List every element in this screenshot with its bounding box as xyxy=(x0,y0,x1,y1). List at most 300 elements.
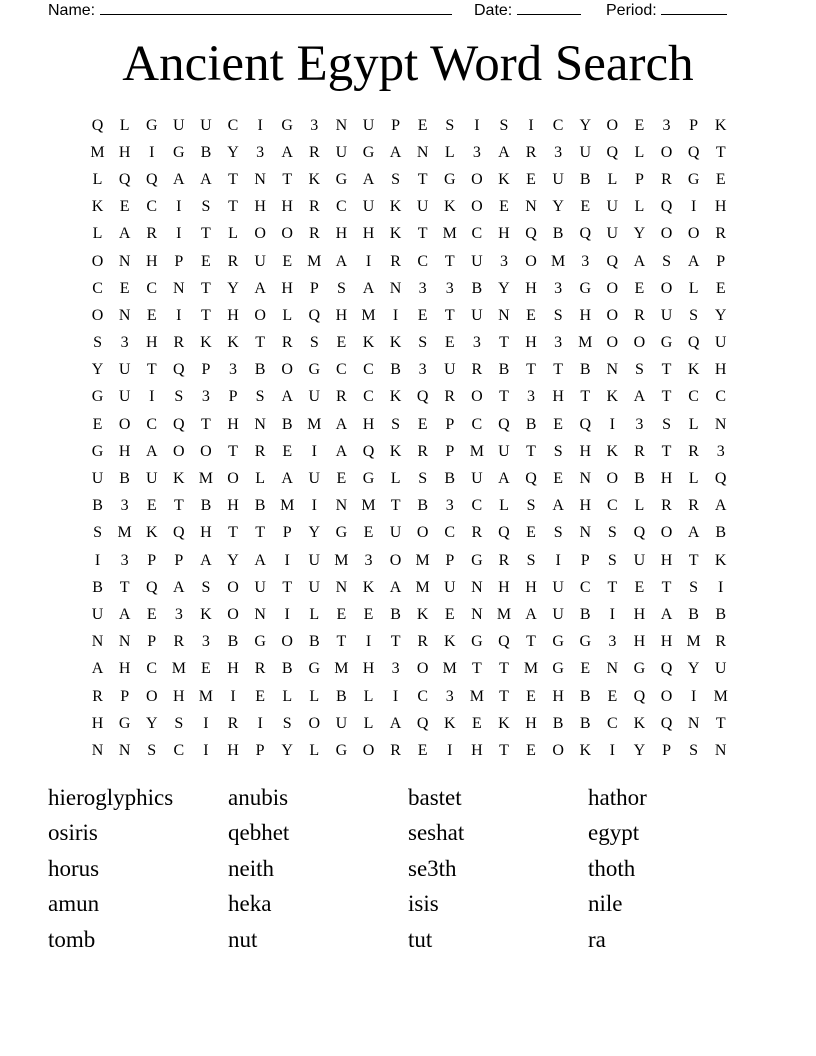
grid-letter[interactable]: H xyxy=(579,497,592,515)
grid-letter[interactable]: G xyxy=(335,524,348,542)
grid-letter[interactable]: N xyxy=(335,497,348,515)
grid-letter[interactable]: I xyxy=(284,605,290,623)
grid-letter[interactable]: T xyxy=(661,578,672,596)
grid-letter[interactable]: T xyxy=(499,660,509,678)
grid-letter[interactable]: 3 xyxy=(472,334,481,352)
grid-letter[interactable]: U xyxy=(91,470,104,488)
grid-letter[interactable]: A xyxy=(389,714,402,732)
grid-letter[interactable]: B xyxy=(92,497,103,515)
grid-letter[interactable]: B xyxy=(715,605,727,623)
grid-letter[interactable]: S xyxy=(553,306,563,324)
grid-letter[interactable]: G xyxy=(362,470,375,488)
grid-letter[interactable]: B xyxy=(579,605,591,623)
grid-letter[interactable]: T xyxy=(201,225,211,243)
grid-letter[interactable]: Q xyxy=(606,252,619,270)
grid-letter[interactable]: O xyxy=(281,361,293,379)
grid-letter[interactable]: I xyxy=(284,551,290,569)
grid-letter[interactable]: 3 xyxy=(527,388,536,406)
grid-letter[interactable]: A xyxy=(335,415,348,433)
grid-letter[interactable]: P xyxy=(689,116,699,134)
grid-letter[interactable]: K xyxy=(173,470,185,488)
grid-letter[interactable]: T xyxy=(228,442,238,460)
grid-letter[interactable]: I xyxy=(609,605,615,623)
grid-letter[interactable]: R xyxy=(173,633,185,651)
grid-letter[interactable]: Y xyxy=(91,361,104,379)
grid-letter[interactable]: E xyxy=(146,306,157,324)
grid-letter[interactable]: N xyxy=(118,633,131,651)
grid-letter[interactable]: E xyxy=(607,687,618,705)
grid-letter[interactable]: N xyxy=(579,524,592,542)
grid-letter[interactable]: E xyxy=(526,306,536,324)
grid-letter[interactable]: M xyxy=(713,687,728,705)
grid-letter[interactable]: 3 xyxy=(256,143,265,161)
grid-letter[interactable]: K xyxy=(389,442,402,460)
grid-letter[interactable]: O xyxy=(606,334,619,352)
grid-letter[interactable]: E xyxy=(553,415,564,433)
grid-letter[interactable]: T xyxy=(607,578,618,596)
grid-letter[interactable]: P xyxy=(120,687,130,705)
grid-letter[interactable]: L xyxy=(607,170,618,188)
grid-letter[interactable]: M xyxy=(171,660,186,678)
grid-letter[interactable]: E xyxy=(119,198,130,216)
grid-letter[interactable]: O xyxy=(227,605,239,623)
grid-letter[interactable]: B xyxy=(308,633,320,651)
grid-letter[interactable]: O xyxy=(362,741,375,759)
grid-letter[interactable]: M xyxy=(334,660,349,678)
grid-letter[interactable]: I xyxy=(690,198,697,216)
grid-letter[interactable]: 3 xyxy=(608,633,617,651)
grid-letter[interactable]: K xyxy=(416,605,429,623)
grid-letter[interactable]: M xyxy=(686,633,701,651)
grid-letter[interactable]: T xyxy=(228,524,238,542)
grid-letter[interactable]: P xyxy=(634,170,644,188)
grid-letter[interactable]: S xyxy=(391,170,401,188)
grid-letter[interactable]: A xyxy=(714,497,727,515)
grid-letter[interactable]: O xyxy=(660,279,673,297)
grid-letter[interactable]: S xyxy=(309,334,319,352)
grid-letter[interactable]: I xyxy=(149,388,155,406)
grid-letter[interactable]: G xyxy=(308,660,321,678)
grid-letter[interactable]: H xyxy=(579,442,592,460)
grid-letter[interactable]: R xyxy=(308,225,320,243)
grid-letter[interactable]: K xyxy=(145,524,158,542)
grid-letter[interactable]: B xyxy=(498,361,510,379)
grid-letter[interactable]: H xyxy=(579,306,592,324)
grid-letter[interactable]: I xyxy=(176,225,182,243)
grid-letter[interactable]: H xyxy=(145,334,158,352)
grid-letter[interactable]: U xyxy=(308,578,321,596)
grid-letter[interactable]: E xyxy=(201,660,211,678)
grid-letter[interactable]: R xyxy=(417,442,428,460)
grid-letter[interactable]: A xyxy=(362,170,375,188)
grid-letter[interactable]: L xyxy=(688,415,699,433)
grid-letter[interactable]: T xyxy=(471,660,482,678)
grid-letter[interactable]: 3 xyxy=(418,361,427,379)
grid-letter[interactable]: S xyxy=(445,116,455,134)
grid-letter[interactable]: 3 xyxy=(635,415,644,433)
grid-letter[interactable]: K xyxy=(200,605,212,623)
grid-letter[interactable]: H xyxy=(362,415,375,433)
grid-letter[interactable]: S xyxy=(418,334,428,352)
grid-letter[interactable]: N xyxy=(714,741,727,759)
grid-letter[interactable]: S xyxy=(336,279,346,297)
grid-letter[interactable]: O xyxy=(471,388,483,406)
grid-letter[interactable]: C xyxy=(444,524,456,542)
grid-letter[interactable]: E xyxy=(444,605,455,623)
grid-letter[interactable]: N xyxy=(606,660,619,678)
grid-letter[interactable]: I xyxy=(392,306,399,324)
grid-letter[interactable]: L xyxy=(228,225,238,243)
grid-letter[interactable]: C xyxy=(336,361,347,379)
grid-letter[interactable]: G xyxy=(91,388,104,406)
grid-letter[interactable]: E xyxy=(282,252,293,270)
grid-letter[interactable]: O xyxy=(254,306,266,324)
grid-letter[interactable]: U xyxy=(254,578,266,596)
grid-letter[interactable]: E xyxy=(201,252,211,270)
grid-letter[interactable]: U xyxy=(254,252,266,270)
grid-letter[interactable]: 3 xyxy=(120,497,129,515)
grid-letter[interactable]: M xyxy=(361,306,376,324)
grid-letter[interactable]: G xyxy=(173,143,185,161)
grid-letter[interactable]: T xyxy=(228,198,238,216)
grid-letter[interactable]: A xyxy=(687,524,700,542)
grid-letter[interactable]: U xyxy=(579,143,592,161)
grid-letter[interactable]: N xyxy=(91,741,104,759)
grid-letter[interactable]: G xyxy=(471,551,483,569)
grid-letter[interactable]: Y xyxy=(227,143,239,161)
grid-letter[interactable]: A xyxy=(91,660,104,678)
grid-letter[interactable]: Y xyxy=(227,279,239,297)
grid-letter[interactable]: R xyxy=(336,388,347,406)
grid-letter[interactable]: T xyxy=(255,334,265,352)
grid-letter[interactable]: N xyxy=(498,306,510,324)
grid-letter[interactable]: S xyxy=(255,388,265,406)
grid-letter[interactable]: R xyxy=(661,497,672,515)
grid-letter[interactable]: I xyxy=(230,687,236,705)
grid-letter[interactable]: A xyxy=(335,252,348,270)
grid-letter[interactable]: K xyxy=(308,170,321,188)
grid-letter[interactable]: U xyxy=(471,306,483,324)
grid-letter[interactable]: A xyxy=(687,252,700,270)
grid-letter[interactable]: K xyxy=(606,388,619,406)
grid-letter[interactable]: R xyxy=(498,551,510,569)
grid-letter[interactable]: Q xyxy=(145,578,158,596)
grid-letter[interactable]: N xyxy=(714,415,727,433)
grid-letter[interactable]: S xyxy=(282,714,292,732)
grid-letter[interactable]: U xyxy=(200,116,212,134)
grid-letter[interactable]: L xyxy=(255,470,265,488)
grid-letter[interactable]: A xyxy=(552,497,564,515)
grid-letter[interactable]: O xyxy=(227,470,239,488)
grid-letter[interactable]: A xyxy=(281,470,293,488)
grid-letter[interactable]: H xyxy=(227,660,239,678)
grid-letter[interactable]: K xyxy=(91,198,104,216)
grid-letter[interactable]: T xyxy=(661,442,672,460)
grid-letter[interactable]: H xyxy=(281,279,293,297)
grid-letter[interactable]: H xyxy=(552,687,564,705)
grid-letter[interactable]: H xyxy=(335,306,348,324)
grid-letter[interactable]: Q xyxy=(308,306,321,324)
grid-letter[interactable]: H xyxy=(335,225,348,243)
grid-letter[interactable]: Q xyxy=(687,143,700,161)
grid-letter[interactable]: B xyxy=(390,361,401,379)
grid-letter[interactable]: T xyxy=(661,388,672,406)
grid-letter[interactable]: R xyxy=(92,687,103,705)
grid-letter[interactable]: E xyxy=(92,415,103,433)
grid-letter[interactable]: O xyxy=(660,225,673,243)
grid-letter[interactable]: G xyxy=(471,633,483,651)
grid-letter[interactable]: K xyxy=(389,198,402,216)
grid-letter[interactable]: Y xyxy=(227,551,239,569)
grid-letter[interactable]: E xyxy=(634,578,645,596)
grid-letter[interactable]: L xyxy=(688,279,699,297)
grid-letter[interactable]: H xyxy=(254,198,266,216)
grid-letter[interactable]: B xyxy=(444,470,456,488)
grid-letter[interactable]: Q xyxy=(498,633,510,651)
grid-letter[interactable]: Y xyxy=(633,741,646,759)
grid-letter[interactable]: Q xyxy=(633,524,646,542)
grid-letter[interactable]: H xyxy=(714,198,727,216)
grid-letter[interactable]: R xyxy=(715,225,727,243)
grid-letter[interactable]: S xyxy=(689,578,699,596)
grid-letter[interactable]: O xyxy=(254,225,266,243)
grid-letter[interactable]: O xyxy=(606,306,619,324)
grid-letter[interactable]: Q xyxy=(173,361,185,379)
grid-letter[interactable]: I xyxy=(365,252,372,270)
grid-letter[interactable]: E xyxy=(715,170,726,188)
grid-letter[interactable]: M xyxy=(307,415,322,433)
grid-letter[interactable]: B xyxy=(281,415,293,433)
grid-letter[interactable]: S xyxy=(634,361,644,379)
grid-letter[interactable]: B xyxy=(200,143,212,161)
grid-letter[interactable]: N xyxy=(118,306,131,324)
grid-letter[interactable]: K xyxy=(389,225,402,243)
grid-letter[interactable]: U xyxy=(471,252,483,270)
grid-letter[interactable]: N xyxy=(335,578,348,596)
grid-letter[interactable]: N xyxy=(118,741,131,759)
grid-letter[interactable]: Q xyxy=(416,714,429,732)
grid-letter[interactable]: U xyxy=(552,170,564,188)
grid-letter[interactable]: 3 xyxy=(472,143,481,161)
grid-letter[interactable]: L xyxy=(282,306,293,324)
grid-letter[interactable]: 3 xyxy=(120,551,129,569)
grid-letter[interactable]: S xyxy=(201,578,211,596)
grid-letter[interactable]: S xyxy=(526,551,536,569)
period-field[interactable] xyxy=(606,0,727,20)
grid-letter[interactable]: P xyxy=(445,442,455,460)
grid-letter[interactable]: S xyxy=(93,334,102,352)
grid-letter[interactable]: U xyxy=(471,470,483,488)
grid-letter[interactable]: O xyxy=(525,252,537,270)
grid-letter[interactable]: I xyxy=(365,633,372,651)
grid-letter[interactable]: L xyxy=(499,497,509,515)
grid-letter[interactable]: E xyxy=(363,605,374,623)
grid-letter[interactable]: K xyxy=(443,714,456,732)
grid-letter[interactable]: C xyxy=(688,388,699,406)
grid-letter[interactable]: M xyxy=(551,252,566,270)
grid-letter[interactable]: Q xyxy=(687,334,700,352)
grid-letter[interactable]: I xyxy=(311,442,317,460)
grid-letter[interactable]: B xyxy=(227,633,239,651)
grid-letter[interactable]: P xyxy=(445,415,455,433)
grid-letter[interactable]: C xyxy=(92,279,103,297)
grid-letter[interactable]: E xyxy=(526,170,536,188)
grid-letter[interactable]: U xyxy=(552,578,564,596)
grid-letter[interactable]: I xyxy=(257,116,263,134)
grid-letter[interactable]: Q xyxy=(660,660,673,678)
grid-letter[interactable]: O xyxy=(660,143,673,161)
grid-letter[interactable]: H xyxy=(660,551,673,569)
grid-letter[interactable]: I xyxy=(528,116,534,134)
grid-letter[interactable]: E xyxy=(634,116,645,134)
grid-letter[interactable]: B xyxy=(688,605,699,623)
grid-letter[interactable]: A xyxy=(281,143,293,161)
grid-letter[interactable]: 3 xyxy=(229,361,238,379)
grid-letter[interactable]: K xyxy=(389,388,402,406)
grid-letter[interactable]: C xyxy=(146,198,158,216)
grid-letter[interactable]: B xyxy=(579,714,591,732)
grid-letter[interactable]: O xyxy=(145,687,158,705)
grid-letter[interactable]: U xyxy=(173,116,185,134)
grid-letter[interactable]: U xyxy=(416,198,429,216)
grid-letter[interactable]: B xyxy=(552,714,564,732)
grid-letter[interactable]: R xyxy=(254,442,266,460)
grid-letter[interactable]: O xyxy=(227,578,239,596)
grid-letter[interactable]: S xyxy=(689,306,699,324)
grid-letter[interactable]: L xyxy=(92,170,103,188)
grid-letter[interactable]: A xyxy=(389,578,402,596)
grid-letter[interactable]: K xyxy=(579,741,592,759)
grid-letter[interactable]: M xyxy=(442,225,457,243)
grid-letter[interactable]: M xyxy=(442,660,457,678)
grid-letter[interactable]: B xyxy=(579,361,591,379)
grid-letter[interactable]: U xyxy=(362,116,375,134)
grid-letter[interactable]: U xyxy=(118,388,131,406)
grid-letter[interactable]: T xyxy=(499,334,509,352)
grid-letter[interactable]: T xyxy=(580,388,591,406)
grid-letter[interactable]: U xyxy=(606,225,619,243)
grid-letter[interactable]: O xyxy=(389,551,402,569)
grid-letter[interactable]: N xyxy=(118,252,131,270)
grid-letter[interactable]: B xyxy=(417,497,428,515)
grid-letter[interactable]: O xyxy=(633,334,646,352)
grid-letter[interactable]: B xyxy=(390,605,401,623)
grid-letter[interactable]: Q xyxy=(633,687,646,705)
grid-letter[interactable]: E xyxy=(336,470,347,488)
grid-letter[interactable]: Q xyxy=(579,225,592,243)
grid-letter[interactable]: G xyxy=(633,660,646,678)
grid-letter[interactable]: U xyxy=(443,361,456,379)
grid-letter[interactable]: T xyxy=(201,279,211,297)
grid-letter[interactable]: S xyxy=(391,415,401,433)
grid-letter[interactable]: H xyxy=(525,279,537,297)
grid-letter[interactable]: P xyxy=(255,741,265,759)
grid-letter[interactable]: O xyxy=(281,633,293,651)
grid-letter[interactable]: C xyxy=(146,660,158,678)
name-line[interactable] xyxy=(100,0,452,15)
grid-letter[interactable]: G xyxy=(145,116,158,134)
grid-letter[interactable]: O xyxy=(606,279,619,297)
grid-letter[interactable]: 3 xyxy=(418,279,427,297)
grid-letter[interactable]: R xyxy=(715,633,727,651)
grid-letter[interactable]: N xyxy=(471,578,483,596)
grid-letter[interactable]: H xyxy=(471,741,483,759)
grid-letter[interactable]: R xyxy=(173,334,185,352)
grid-letter[interactable]: H xyxy=(227,415,239,433)
grid-letter[interactable]: B xyxy=(119,470,130,488)
grid-letter[interactable]: R xyxy=(227,714,239,732)
grid-letter[interactable]: R xyxy=(146,225,158,243)
grid-letter[interactable]: L xyxy=(634,198,645,216)
grid-letter[interactable]: U xyxy=(145,470,158,488)
grid-letter[interactable]: Q xyxy=(416,388,429,406)
grid-letter[interactable]: N xyxy=(254,605,266,623)
grid-letter[interactable]: R xyxy=(661,170,672,188)
grid-letter[interactable]: A xyxy=(173,578,185,596)
grid-letter[interactable]: H xyxy=(714,361,727,379)
grid-letter[interactable]: M xyxy=(198,687,214,705)
grid-letter[interactable]: T xyxy=(499,741,509,759)
grid-letter[interactable]: A xyxy=(498,470,510,488)
grid-letter[interactable]: T xyxy=(715,714,726,732)
grid-letter[interactable]: C xyxy=(552,116,564,134)
grid-letter[interactable]: U xyxy=(118,361,131,379)
grid-letter[interactable]: T xyxy=(499,687,509,705)
grid-letter[interactable]: S xyxy=(553,524,563,542)
grid-letter[interactable]: K xyxy=(606,442,619,460)
grid-letter[interactable]: T xyxy=(526,633,536,651)
grid-letter[interactable]: B xyxy=(281,660,293,678)
grid-letter[interactable]: M xyxy=(198,470,214,488)
grid-letter[interactable]: Y xyxy=(281,741,293,759)
grid-letter[interactable]: T xyxy=(201,415,211,433)
grid-letter[interactable]: E xyxy=(282,442,293,460)
grid-letter[interactable]: K xyxy=(633,714,646,732)
grid-letter[interactable]: S xyxy=(418,470,428,488)
grid-letter[interactable]: C xyxy=(471,497,483,515)
grid-letter[interactable]: 3 xyxy=(120,334,129,352)
grid-letter[interactable]: H xyxy=(145,252,158,270)
grid-letter[interactable]: L xyxy=(390,470,401,488)
grid-letter[interactable]: K xyxy=(714,551,727,569)
grid-letter[interactable]: C xyxy=(227,116,239,134)
grid-letter[interactable]: C xyxy=(173,741,185,759)
grid-letter[interactable]: U xyxy=(714,660,727,678)
grid-letter[interactable]: N xyxy=(471,605,483,623)
grid-letter[interactable]: Q xyxy=(498,415,510,433)
grid-letter[interactable]: N xyxy=(687,714,700,732)
grid-letter[interactable]: C xyxy=(363,361,374,379)
grid-letter[interactable]: O xyxy=(91,252,104,270)
grid-letter[interactable]: U xyxy=(308,551,321,569)
grid-letter[interactable]: O xyxy=(416,524,429,542)
grid-letter[interactable]: I xyxy=(149,143,155,161)
grid-letter[interactable]: P xyxy=(174,551,184,569)
grid-letter[interactable]: E xyxy=(526,524,536,542)
grid-letter[interactable]: K xyxy=(200,334,212,352)
grid-letter[interactable]: U xyxy=(389,524,402,542)
grid-letter[interactable]: B xyxy=(715,524,727,542)
grid-letter[interactable]: P xyxy=(147,633,157,651)
grid-letter[interactable]: A xyxy=(335,442,348,460)
grid-letter[interactable]: Y xyxy=(552,198,564,216)
grid-letter[interactable]: H xyxy=(118,442,131,460)
date-field[interactable] xyxy=(474,0,581,20)
grid-letter[interactable]: U xyxy=(552,605,564,623)
grid-letter[interactable]: Q xyxy=(660,714,673,732)
grid-letter[interactable]: E xyxy=(553,470,564,488)
grid-letter[interactable]: N xyxy=(416,143,429,161)
